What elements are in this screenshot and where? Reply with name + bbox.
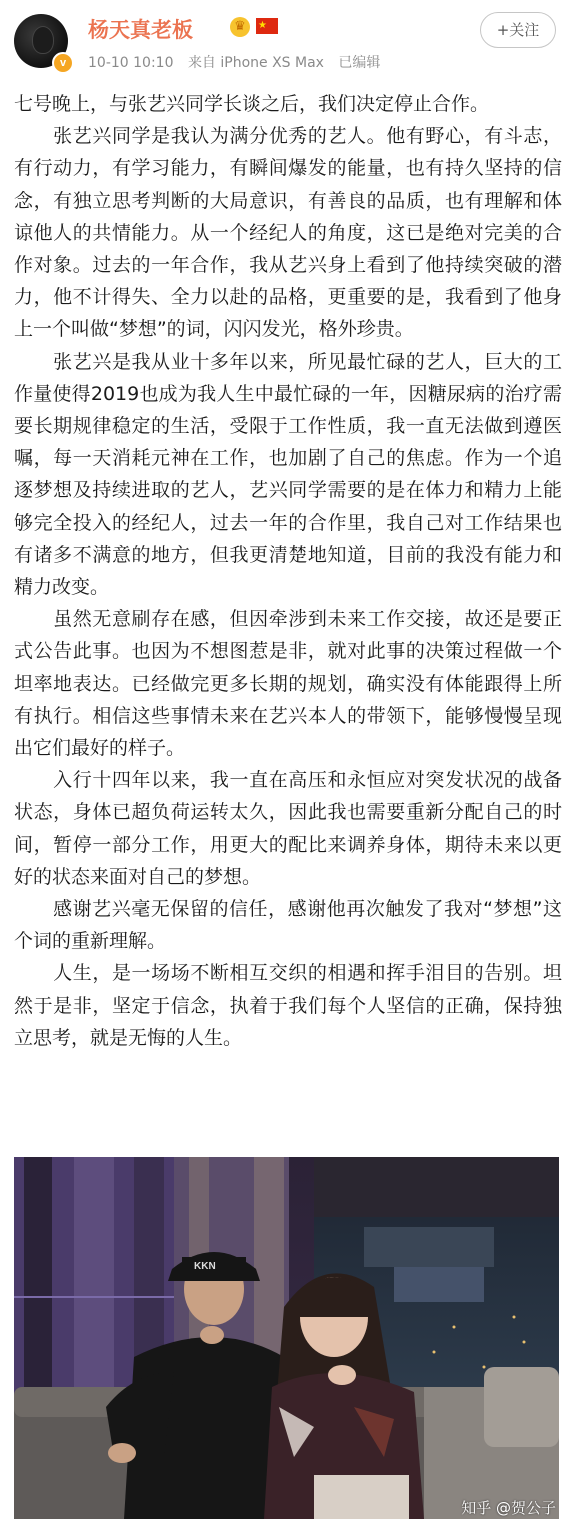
timestamp: 10-10 10:10: [88, 55, 174, 71]
post-header: [0, 0, 570, 90]
verified-v-icon: v: [52, 52, 74, 74]
cap-logo: KKN: [194, 1261, 216, 1272]
crown-badge-icon: ♛: [230, 17, 250, 37]
china-flag-icon: ★: [256, 18, 278, 34]
post-paragraph: 张艺兴是我从业十多年以来，所见最忙碌的艺人，巨大的工作量使得2019也成为我人生中最忙碌的一年，因糖尿病的治疗需要长期规律稳定的生活，受限于工作性质，我一直无法做到遵医嘱，每一天消耗元神在工作，也加剧了自己的焦虑。作为一个追逐梦想及持续进取的艺人，艺兴同学需要的是在体力和精力上能够完全投入的经纪人，过去一年的合作里，我自己对工作结果也有诸多不满意的地方，但我更清楚地知道，目前的我没有能力和精力改变。: [14, 350, 562, 599]
watermark: 知乎 @贺公子: [461, 1499, 556, 1517]
post-source[interactable]: 来自 iPhone XS Max: [187, 55, 324, 71]
post-paragraph: 虽然无意刷存在感，但因牵涉到未来工作交接，故还是要正式公告此事。也因为不想图惹是非，就对此事的决策过程做一个坦率地表达。已经做完更多长期的规划，确实没有体能跟得上所有执行。相信这些事情未来在艺兴本人的带领下，能够慢慢呈现出它们最好的样子。: [14, 608, 562, 760]
photo-illustration: [14, 1157, 559, 1519]
post-paragraph: 入行十四年以来，我一直在高压和永恒应对突发状况的战备状态，身体已超负荷运转太久，因此我也需要重新分配自己的时间，暂停一部分工作，用更大的配比来调养身体，期待未来以更好的状态来面对自己的梦想。: [14, 769, 562, 888]
post-photo[interactable]: [14, 1157, 559, 1519]
avatar-silhouette: [32, 26, 54, 54]
follow-button[interactable]: +关注: [480, 12, 556, 48]
username[interactable]: 杨天真老板: [88, 18, 193, 42]
post-paragraph: 七号晚上，与张艺兴同学长谈之后，我们决定停止合作。: [14, 93, 490, 115]
post-paragraph: 感谢艺兴毫无保留的信任，感谢他再次触发了我对“梦想”这个词的重新理解。: [14, 898, 562, 953]
post-content: [14, 88, 562, 1054]
post-paragraph: 张艺兴同学是我认为满分优秀的艺人。他有野心，有斗志，有行动力，有学习能力，有瞬间爆发的能量，也有持久坚持的信念，有独立思考判断的大局意识，有善良的品质，也有理解和体谅他人的共情能力。从一个经纪人的角度，这已是绝对完美的合作对象。过去的一年合作，我从艺兴身上看到了他持续突破的潜力，他不计得失、全力以赴的品格，更重要的是，我看到了他身上一个叫做“梦想”的词，闪闪发光，格外珍贵。: [14, 125, 562, 341]
post-meta: [88, 52, 390, 72]
post-paragraph: 人生，是一场场不断相互交织的相遇和挥手泪目的告别。坦然于是非，坚定于信念，执着于我们每个人坚信的正确，保持独立思考，就是无悔的人生。: [14, 962, 562, 1049]
edited-label: 已编辑: [338, 55, 381, 71]
